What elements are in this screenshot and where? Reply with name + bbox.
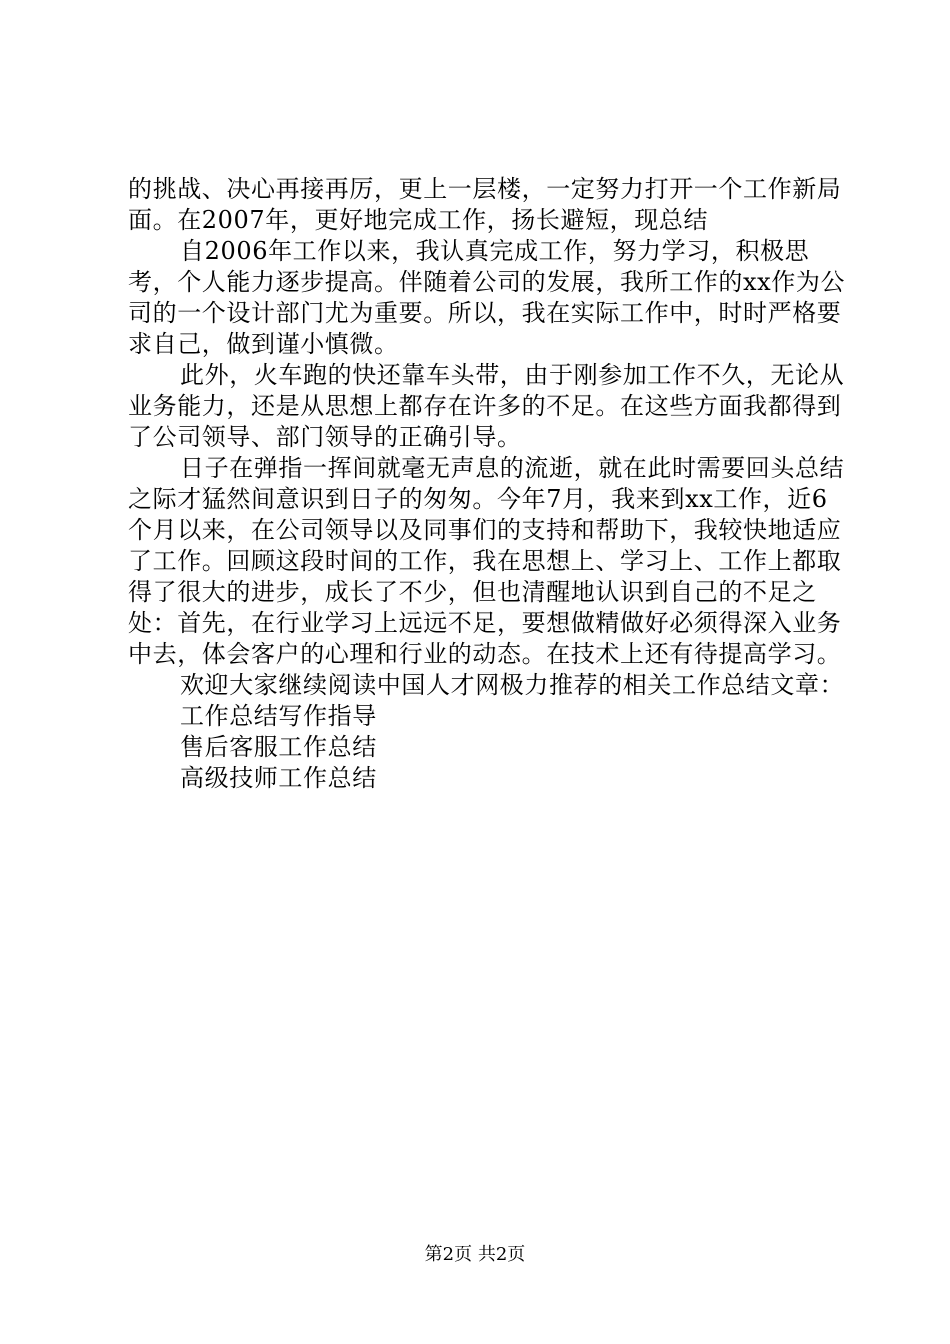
related-article-link[interactable]: 售后客服工作总结 xyxy=(180,733,377,761)
related-article-link[interactable]: 工作总结写作指导 xyxy=(180,702,377,730)
paragraph-work-since-2006: 自2006年工作以来，我认真完成工作，努力学习，积极思考，个人能力逐步提高。伴随着公司的发展，我所工作的xx作为公司的一个设计部门尤为重要。所以，我在实际工作中，时时严格要求自己，做到谨小慎微。 xyxy=(128,237,846,358)
paragraph-recommend-reading: 欢迎大家继续阅读中国人才网极力推荐的相关工作总结文章： xyxy=(180,671,845,699)
related-articles-list xyxy=(128,701,848,794)
paragraph-continuation: 的挑战、决心再接再厉，更上一层楼，一定努力打开一个工作新局面。在2007年，更好地完成工作，扬长避短，现总结 xyxy=(128,175,842,234)
page-number: 第2页 共2页 xyxy=(424,1244,526,1265)
document-body xyxy=(128,174,848,810)
paragraph-reflection: 日子在弹指一挥间就毫无声息的流逝，就在此时需要回头总结之际才猛然间意识到日子的匆匆。今年7月，我来到xx工作，近6个月以来，在公司领导以及同事们的支持和帮助下，我较快地适应了工作。回顾这段时间的工作，我在思想上、学习上、工作上都取得了很大的进步，成长了不少，但也清醒地认识到自己的不足之处：首先，在行业学习上远远不足，要想做精做好必须得深入业务中去，体会客户的心理和行业的动态。在技术上还有待提高学习。 xyxy=(128,454,845,668)
related-article-link[interactable]: 高级技师工作总结 xyxy=(180,764,377,792)
paragraph-shortcomings: 此外，火车跑的快还靠车头带，由于刚参加工作不久，无论从业务能力，还是从思想上都存在许多的不足。在这些方面我都得到了公司领导、部门领导的正确引导。 xyxy=(128,361,845,451)
